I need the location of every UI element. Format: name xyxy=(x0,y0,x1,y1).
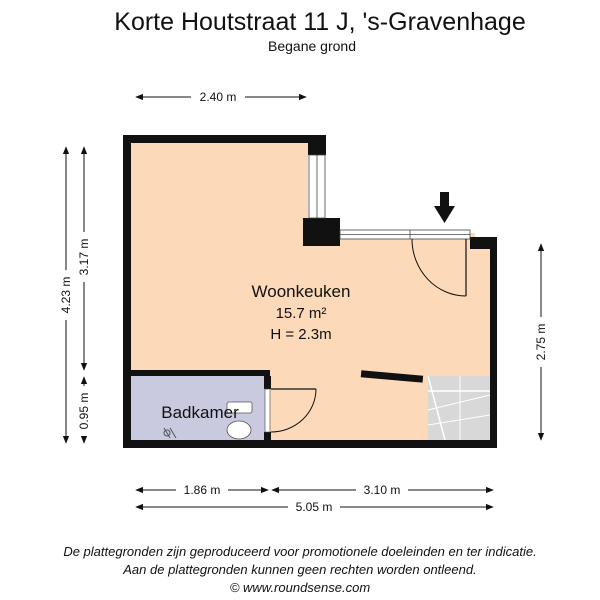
page-title: Korte Houtstraat 11 J, 's-Gravenhage xyxy=(114,8,526,36)
dimension-bottom-left-label: 1.86 m xyxy=(183,483,221,497)
room-height-woonkeuken: H = 2.3m xyxy=(270,326,332,343)
dimension-left-inner-label: 3.17 m xyxy=(77,238,91,276)
room-area-woonkeuken: 15.7 m² xyxy=(275,305,327,322)
dimension-bottom-left xyxy=(136,482,268,498)
dimension-top-width xyxy=(136,88,306,104)
footer-disclaimer-1: De plattegronden zijn geproduceerd voor promotionele doeleinden en ter indicatie. xyxy=(63,544,537,559)
dimension-left-outer-label: 4.23 m xyxy=(59,276,73,314)
floor-subtitle: Begane grond xyxy=(268,38,356,54)
dimension-right-height-label: 2.75 m xyxy=(534,323,548,361)
window-front xyxy=(340,230,470,239)
window-left xyxy=(309,155,325,218)
dimension-bottom-total xyxy=(136,499,493,515)
dimension-bottom-right xyxy=(272,482,493,498)
dimension-left-outer xyxy=(58,147,74,443)
dimension-bottom-total-label: 5.05 m xyxy=(295,500,333,514)
room-name-woonkeuken: Woonkeuken xyxy=(251,282,351,301)
dimension-top-width-label: 2.40 m xyxy=(199,90,237,104)
dimension-left-bottom xyxy=(76,377,92,443)
dimension-bottom-right-label: 3.10 m xyxy=(363,483,401,497)
dimension-left-inner xyxy=(76,147,92,370)
room-name-badkamer: Badkamer xyxy=(161,403,239,422)
stairs xyxy=(428,376,490,440)
footer-copyright: © www.roundsense.com xyxy=(229,580,371,595)
dimension-right-height xyxy=(533,244,549,440)
dimension-left-bottom-label: 0.95 m xyxy=(77,392,91,430)
arrow-down-icon xyxy=(434,192,455,223)
footer-disclaimer-2: Aan de plattegronden kunnen geen rechten worden ontleend. xyxy=(123,562,477,577)
